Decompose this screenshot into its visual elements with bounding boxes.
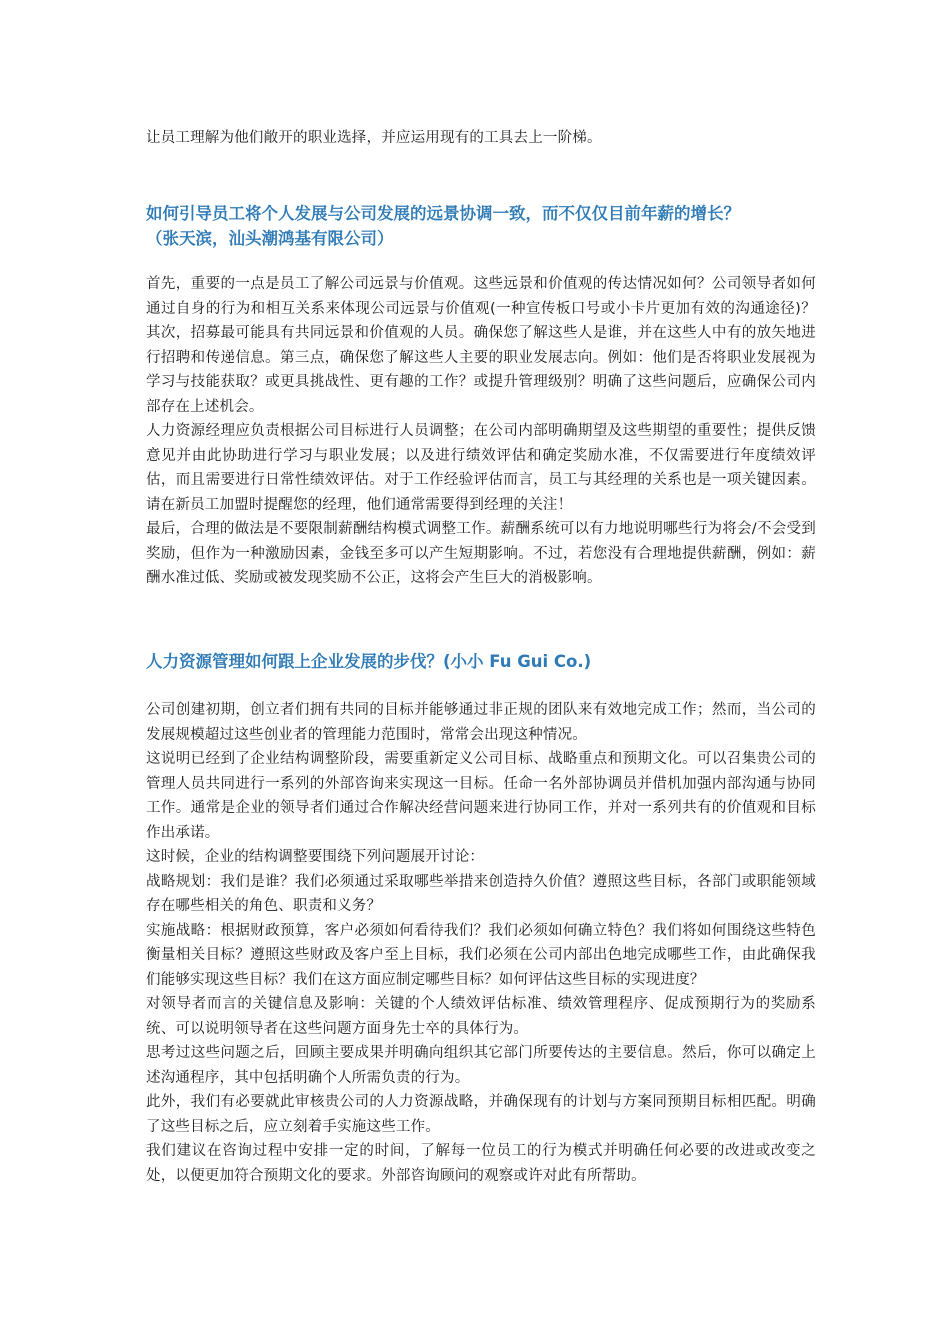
section2-paragraph: 公司创建初期，创立者们拥有共同的目标并能够通过非正规的团队来有效地完成工作；然而，当公司的发展规模超过这些创业者的管理能力范围时，常常会出现这种情况。: [146, 702, 816, 743]
section2-paragraph: 此外，我们有必要就此审核贵公司的人力资源战略，并确保现有的计划与方案同预期目标相匹配。明确了这些目标之后，应立刻着手实施这些工作。: [146, 1094, 816, 1135]
section2-paragraph: 实施战略：根据财政预算，客户必须如何看待我们？我们必须如何确立特色？我们将如何围绕这些特色衡量相关目标？遵照这些财政及客户至上目标，我们必须在公司内部出色地完成哪些工作，由此确保我们能够实现这些目标？我们在这方面应制定哪些目标？如何评估这些目标的实现进度？: [146, 922, 816, 988]
section1-paragraph: 最后，合理的做法是不要限制薪酬结构模式调整工作。薪酬系统可以有力地说明哪些行为将会/不会受到奖励，但作为一种激励因素，金钱至多可以产生短期影响。不过，若您没有合理地提供薪酬，例如：薪酬水准过低、奖励或被发现奖励不公正，这将会产生巨大的消极影响。: [146, 521, 816, 586]
section2-body: [146, 698, 816, 1188]
section2-paragraph: 战略规划：我们是谁？我们必须通过采取哪些举措来创造持久价值？遵照这些目标，各部门或职能领域存在哪些相关的角色、职责和义务？: [146, 873, 816, 914]
section1-paragraph: 人力资源经理应负责根据公司目标进行人员调整；在公司内部明确期望及这些期望的重要性；提供反馈意见并由此协助进行学习与职业发展；以及进行绩效评估和确定奖励水准，不仅需要进行年度绩效评估，而且需要进行日常性绩效评估。对于工作经验评估而言，员工与其经理的关系也是一项关键因素。请在新员工加盟时提醒您的经理，他们通常需要得到经理的关注！: [146, 423, 816, 513]
section2-paragraph: 对领导者而言的关键信息及影响：关键的个人绩效评估标准、绩效管理程序、促成预期行为的奖励系统、可以说明领导者在这些问题方面身先士卒的具体行为。: [146, 996, 816, 1037]
section1-heading: [146, 201, 826, 251]
section1-title-line2: （张天滨，汕头潮鸿基有限公司）: [146, 229, 394, 248]
section2-paragraph: 我们建议在咨询过程中安排一定的时间，了解每一位员工的行为模式并明确任何必要的改进或改变之处，以便更加符合预期文化的要求。外部咨询顾问的观察或许对此有所帮助。: [146, 1143, 816, 1184]
section1-paragraph: 首先，重要的一点是员工了解公司远景与价值观。这些远景和价值观的传达情况如何？公司领导者如何通过自身的行为和相互关系来体现公司远景与价值观(一种宣传板口号或小卡片更加有效的沟通途径)？其次，招募最可能具有共同远景和价值观的人员。确保您了解这些人是谁，并在这些人中有的放矢地进行招聘和传递信息。第三点，确保您了解这些人主要的职业发展志向。例如：他们是否将职业发展视为学习与技能获取？或更具挑战性、更有趣的工作？或提升管理级别？明确了这些问题后，应确保公司内部存在上述机会。: [146, 276, 816, 415]
section2-title: 人力资源管理如何跟上企业发展的步伐？(小小 Fu Gui Co.): [146, 652, 592, 671]
section2-paragraph: 这时候，企业的结构调整要围绕下列问题展开讨论：: [146, 849, 485, 865]
section1-title-line1: 如何引导员工将个人发展与公司发展的远景协调一致，而不仅仅目前年薪的增长？: [146, 204, 740, 223]
section2-paragraph: 这说明已经到了企业结构调整阶段，需要重新定义公司目标、战略重点和预期文化。可以召集贵公司的管理人员共同进行一系列的外部咨询来实现这一目标。任命一名外部协调员并借机加强内部沟通与协同工作。通常是企业的领导者们通过合作解决经营问题来进行协同工作，并对一系列共有的价值观和目标作出承诺。: [146, 751, 816, 841]
section2-paragraph: 思考过这些问题之后，回顾主要成果并明确向组织其它部门所要传达的主要信息。然后，你可以确定上述沟通程序，其中包括明确个人所需负责的行为。: [146, 1045, 816, 1086]
section1-body: [146, 272, 816, 591]
intro-paragraph: 让员工理解为他们敞开的职业选择，并应运用现有的工具去上一阶梯。: [146, 130, 602, 146]
